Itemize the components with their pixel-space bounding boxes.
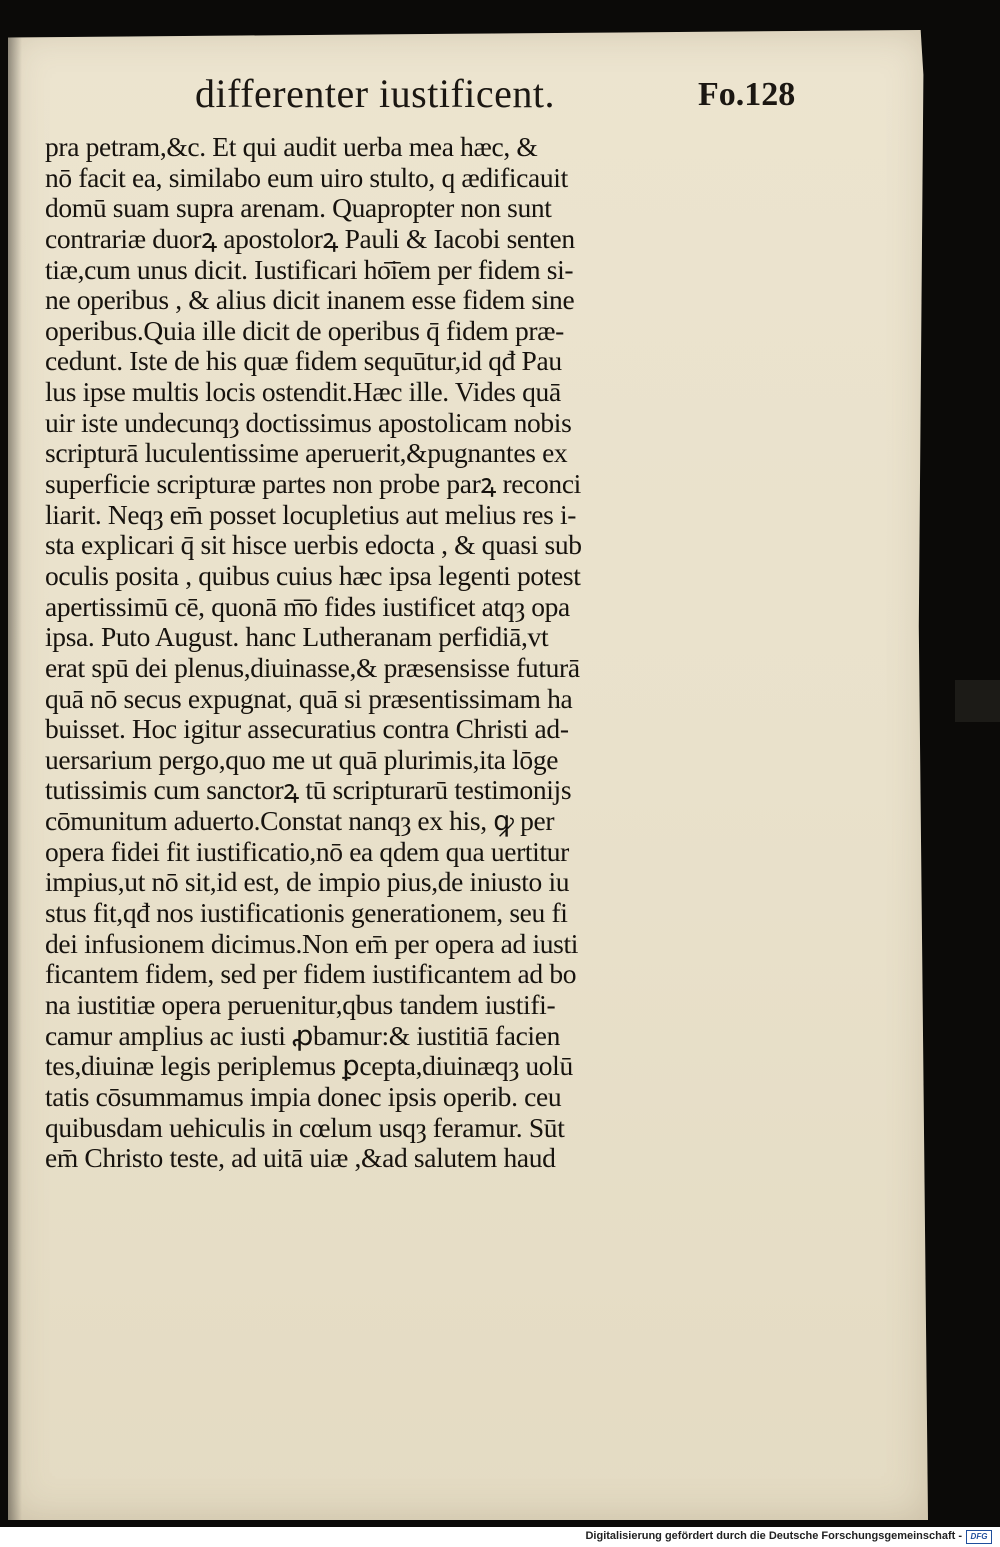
text-line: quibusdam uehiculis in cœlum usqȝ feramur. Sūt [45, 1112, 565, 1143]
text-line: ipsa. Puto August. hanc Lutheranam perfidiā,vt [45, 622, 549, 653]
page-tab-marker [955, 680, 1000, 722]
text-line: cōmunitum aduerto.Constat nanqȝ ex his, ꝙ per [45, 806, 555, 837]
text-line: tutissimis cum sanctorꝝ tū scripturarū testimonijs [45, 775, 572, 806]
text-line: scripturā luculentissime aperuerit,&pugnantes ex [45, 438, 568, 469]
text-line: tatis cōsummamus impia donec ipsis operib. ceu [45, 1081, 562, 1112]
text-line: tes,diuinæ legis periplemus ꝑcepta,diuinæqȝ uolū [45, 1051, 573, 1082]
text-line: opera fidei fit iustificatio,nō ea qdem qua uertitur [45, 836, 569, 867]
footer-bar [0, 1527, 1000, 1547]
text-line: pra petram,&c. Et qui audit uerba mea hæc, & [45, 132, 538, 162]
text-line: camur amplius ac iusti ꝓbamur:& iustitiā facien [45, 1020, 560, 1051]
funding-credit: Digitalisierung gefördert durch die Deutsche Forschungsgemeinschaft - [585, 1530, 962, 1542]
text-line: quā nō secus expugnat, quā si præsentissimam ha [45, 683, 573, 714]
text-line: ficantem fidem, sed per fidem iustificantem ad bo [45, 959, 577, 990]
text-line: erat spū dei plenus,diuinasse,& præsensisse futurā [45, 652, 580, 683]
body-text [45, 132, 685, 1174]
text-line: cedunt. Iste de his quæ fidem sequūtur,id qđ Pau [45, 346, 562, 377]
text-line: sta explicari q̄ sit hisce uerbis edocta , & quasi sub [45, 530, 582, 561]
dfg-logo: DFG [966, 1530, 992, 1544]
text-line: superficie scripturæ partes non probe parꝝ reconci [45, 469, 581, 500]
text-line: operibus.Quia ille dicit de operibus q̄ fidem præ- [45, 315, 564, 346]
text-line: uersarium pergo,quo me ut quā plurimis,ita lōge [45, 744, 559, 775]
text-line: apertissimū cē, quonā m͞o fides iustificet atqȝ opa [45, 591, 570, 622]
text-line: na iustitiæ opera peruenitur,qbus tandem iustifi- [45, 989, 556, 1020]
text-line: liarit. Neqȝ em̄ posset locupletius aut melius res i- [45, 499, 577, 530]
running-head: differenter iustificent. [195, 71, 556, 116]
text-line: nō facit ea, similabo eum uiro stulto, q ædificauit [45, 162, 568, 193]
text-line: impius,ut nō sit,id est, de impio pius,de iniusto iu [45, 867, 570, 898]
text-line: lus ipse multis locis ostendit.Hæc ille. Vides quā [45, 377, 561, 408]
text-line: tiæ,cum unus dicit. Iustificari ho͞iem per fidem si- [45, 254, 574, 285]
text-line: em̄ Christo teste, ad uitā uiæ ,&ad salutem haud [45, 1143, 556, 1174]
text-line: buisset. Hoc igitur assecuratius contra Christi ad- [45, 714, 569, 745]
text-line: ne operibus , & alius dicit inanem esse fidem sine [45, 285, 575, 316]
text-line: oculis posita , quibus cuius hæc ipsa legenti potest [45, 560, 581, 591]
text-line: domū suam supra arenam. Quapropter non sunt [45, 193, 552, 224]
folio-number: Fo.128 [698, 76, 796, 113]
text-line: stus fit,qđ nos iustificationis generationem, seu fi [45, 898, 568, 929]
text-line: contrariæ duorꝝ apostolorꝝ Pauli & Iacobi senten [45, 223, 575, 254]
text-line: uir iste undecunqȝ doctissimus apostolicam nobis [45, 407, 572, 438]
text-line: dei infusionem dicimus.Non em̄ per opera ad iusti [45, 928, 579, 959]
